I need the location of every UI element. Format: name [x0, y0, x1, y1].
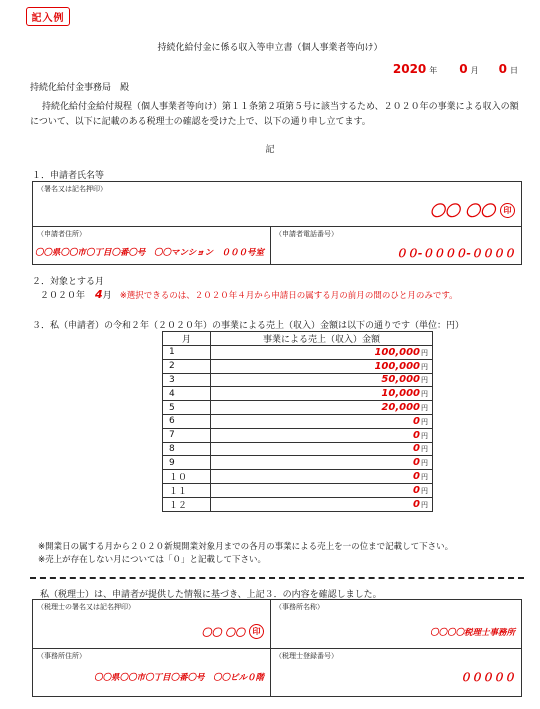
table-row: [163, 428, 433, 442]
date-row: [393, 62, 518, 76]
month-cell: １２: [163, 498, 211, 512]
month-cell: 8: [163, 442, 211, 456]
table-row: [163, 359, 433, 373]
amount-value: 0: [413, 443, 420, 455]
tax-name-field: [202, 624, 264, 639]
table-row: [163, 484, 433, 498]
col-amount-header: 事業による売上（収入）金額: [211, 332, 433, 346]
target-year-text: ２０２０年: [40, 291, 86, 301]
tax-office-address-value: 〇〇県〇〇市〇丁目〇番〇号 〇〇ビル０階: [93, 673, 264, 683]
target-month-value: 4: [95, 288, 103, 301]
date-day-unit: 日: [510, 66, 518, 75]
yen-unit: 円: [421, 390, 428, 399]
sales-table-header: [163, 332, 433, 346]
month-cell: 6: [163, 414, 211, 428]
date-year: 2020: [392, 62, 427, 76]
table-row: [163, 401, 433, 415]
addressee: 持続化給付金事務局 殿: [30, 83, 130, 93]
intro-text: 持続化給付金給付規程（個人事業者等向け）第１１条第２項第５号に該当するため、２０２０年の事業による収入の額について、以下に記載のある税理士の確認を受けた上で、以下の通り申し立てます。: [30, 102, 519, 127]
col-month-header: 月: [163, 332, 211, 346]
amount-value: 0: [413, 457, 420, 469]
yen-unit: 円: [421, 501, 428, 510]
section3-heading: ３．私（申請者）の令和２年（２０２０年）の事業による売上（収入）金額は以下の通りです（単位：円）: [32, 321, 465, 331]
separator-dashed-line: [30, 577, 524, 579]
amount-value: 50,000: [381, 374, 420, 386]
tax-statement: 私（税理士）は、申請者が提供した情報に基づき、上記３．の内容を確認しました。: [40, 590, 382, 600]
yen-unit: 円: [421, 459, 428, 468]
tax-office-label: （事務所名称）: [275, 603, 324, 611]
tax-office-value: 〇〇〇〇税理士事務所: [429, 628, 515, 638]
table-row: [163, 456, 433, 470]
amount-cell: [211, 442, 433, 456]
applicant-phone-value: ００-００００-００００: [395, 247, 515, 260]
amount-value: 0: [413, 429, 420, 441]
month-cell: 7: [163, 428, 211, 442]
amount-value: 10,000: [381, 388, 420, 400]
applicant-name-label: （署名又は記名押印）: [37, 185, 107, 193]
month-cell: 2: [163, 359, 211, 373]
table-row: [163, 387, 433, 401]
tax-name-label: （税理士の署名又は記名押印）: [37, 603, 135, 611]
yen-unit: 円: [421, 404, 428, 413]
table-row: [163, 498, 433, 512]
target-month-row: [40, 288, 458, 301]
ki-heading: 記: [265, 145, 275, 155]
month-cell: １１: [163, 484, 211, 498]
date-month-unit: 月: [470, 66, 479, 75]
month-cell: 9: [163, 456, 211, 470]
table-row: [163, 373, 433, 387]
tax-office-address-box: [32, 649, 271, 697]
date-month: 0: [459, 62, 468, 76]
yen-unit: 円: [421, 376, 428, 385]
yen-unit: 円: [421, 487, 428, 496]
amount-cell: [211, 346, 433, 360]
sales-table: [162, 331, 433, 512]
amount-value: 0: [413, 485, 420, 497]
applicant-phone-box: [271, 227, 522, 265]
tax-registration-box: [271, 649, 522, 697]
applicant-phone-label: （申請者電話番号）: [275, 230, 338, 238]
yen-unit: 円: [421, 417, 428, 426]
seal-icon: 印: [500, 203, 515, 218]
amount-value: 100,000: [374, 360, 420, 372]
yen-unit: 円: [421, 473, 428, 482]
amount-cell: [211, 359, 433, 373]
example-stamp: 記入例: [26, 7, 70, 26]
tax-name-box: [32, 599, 271, 649]
amount-value: 0: [413, 415, 420, 427]
date-year-unit: 年: [429, 66, 438, 75]
month-cell: 5: [163, 401, 211, 415]
amount-cell: [211, 428, 433, 442]
table-row: [163, 470, 433, 484]
sales-note-1: ※開業日の属する月から２０２０新規開業対象月までの各月の事業による売上を一の位まで記載して下さい。: [38, 542, 454, 552]
applicant-address-value: 〇〇県〇〇市〇丁目〇番〇号 〇〇マンション ０００号室: [34, 248, 264, 258]
tax-office-box: [271, 599, 522, 649]
tax-name-value: 〇〇 〇〇: [201, 628, 245, 639]
month-cell: 3: [163, 373, 211, 387]
amount-cell: [211, 414, 433, 428]
document-title: 持続化給付金に係る収入等申立書（個人事業者等向け）: [157, 43, 383, 53]
yen-unit: 円: [421, 431, 428, 440]
section2-heading: ２．対象とする月: [32, 277, 105, 287]
date-day: 0: [498, 62, 507, 76]
tax-registration-value: ０００００: [460, 671, 515, 684]
yen-unit: 円: [421, 348, 428, 357]
tax-office-address-label: （事務所住所）: [37, 652, 86, 660]
tax-seal-icon: 印: [249, 624, 264, 639]
amount-cell: [211, 387, 433, 401]
amount-value: 20,000: [381, 402, 420, 414]
amount-cell: [211, 373, 433, 387]
tax-registration-label: （税理士登録番号）: [275, 652, 338, 660]
amount-cell: [211, 470, 433, 484]
amount-value: 0: [413, 499, 420, 511]
amount-cell: [211, 484, 433, 498]
amount-value: 100,000: [374, 346, 420, 358]
table-row: [163, 346, 433, 360]
target-month-unit: 月: [102, 291, 112, 301]
target-month-note: ※選択できるのは、２０２０年４月から申請日の属する月の前月の間のひと月のみです。: [119, 291, 458, 301]
applicant-address-box: [32, 227, 271, 265]
amount-cell: [211, 456, 433, 470]
amount-cell: [211, 401, 433, 415]
section1-heading: １．申請者氏名等: [32, 171, 105, 181]
month-cell: 1: [163, 346, 211, 360]
yen-unit: 円: [421, 445, 428, 454]
sales-note-2: ※売上が存在しない月については「０」と記載して下さい。: [38, 555, 266, 565]
month-cell: 4: [163, 387, 211, 401]
amount-cell: [211, 498, 433, 512]
yen-unit: 円: [421, 362, 428, 371]
applicant-name-value: 〇〇 〇〇: [429, 202, 495, 220]
amount-value: 0: [413, 471, 420, 483]
applicant-name-field: [430, 200, 515, 221]
applicant-name-box: [32, 181, 522, 227]
applicant-address-label: （申請者住所）: [37, 230, 86, 238]
table-row: [163, 442, 433, 456]
month-cell: １０: [163, 470, 211, 484]
table-row: [163, 414, 433, 428]
